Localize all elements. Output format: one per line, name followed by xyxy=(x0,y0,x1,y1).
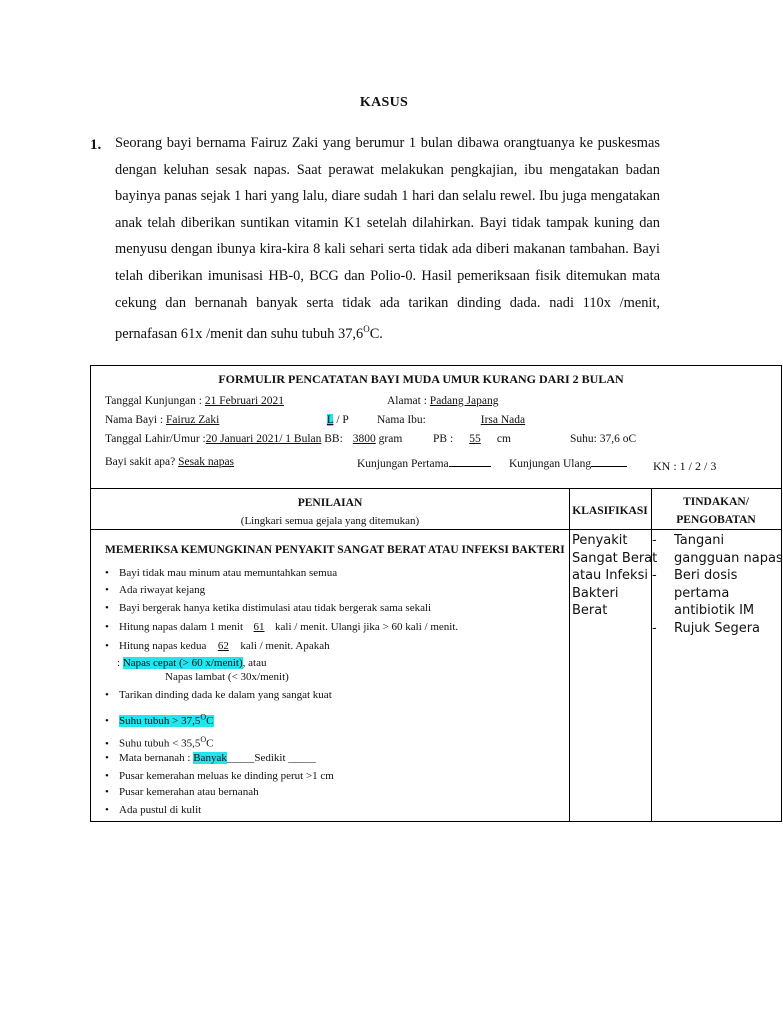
list-item-text: kali / menit. Apakah xyxy=(240,640,330,652)
pb-row xyxy=(433,433,511,445)
temp-low-unit: C xyxy=(206,737,214,750)
page-title: KASUS xyxy=(359,95,409,110)
bb-unit: gram xyxy=(378,433,403,445)
list-item xyxy=(105,752,316,764)
repeat-visit-label: Kunjungan Ulang xyxy=(509,458,592,470)
case-number: 1. xyxy=(90,137,102,153)
list-item xyxy=(105,770,334,782)
visit-date-value: 21 Februari 2021 xyxy=(204,395,285,407)
classification-line: Sangat Berat xyxy=(572,550,658,566)
sex-p: / P xyxy=(336,414,349,426)
breath-count-2: 62 xyxy=(217,640,229,652)
list-item-text: Hitung napas kedua xyxy=(119,640,207,652)
first-visit xyxy=(357,458,491,470)
treatment-item xyxy=(652,585,783,603)
breath-count-1: 61 xyxy=(253,621,265,633)
list-item-text: Ada pustul di kulit xyxy=(119,804,202,816)
baby-name-row xyxy=(105,414,349,426)
classification-line: Bakteri xyxy=(572,585,619,601)
pb-label: PB : xyxy=(433,433,454,445)
header-klasifikasi: KLASIFIKASI xyxy=(572,505,648,517)
header-pengobatan: PENGOBATAN xyxy=(676,514,756,526)
visit-date-label: Tanggal Kunjungan : xyxy=(105,395,202,407)
list-item-text: Pusar kemerahan meluas ke dinding perut >1 cm xyxy=(119,770,334,782)
list-item-text: Mata bernanah : xyxy=(119,752,191,764)
list-item-text: Suhu tubuh < 35,5 xyxy=(119,737,201,750)
fast-breath-row xyxy=(117,657,266,669)
treatment-item xyxy=(652,602,783,620)
visit-date-row xyxy=(105,395,309,407)
sick-value: Sesak napas xyxy=(178,456,235,468)
temperature: Suhu: 37,6 oC xyxy=(570,433,637,445)
dob-row xyxy=(105,433,402,445)
degree-sign: O xyxy=(200,735,207,744)
list-item-text: kali / menit. Ulangi jika > 60 kali / menit. xyxy=(275,621,459,633)
classification-line: Penyakit xyxy=(572,533,628,548)
list-item-text: _____Sedikit _____ xyxy=(226,752,316,764)
mother-row xyxy=(377,414,597,426)
fast-prefix: : xyxy=(117,657,121,669)
treatment-item xyxy=(652,620,783,638)
fast-suffix: , atau xyxy=(242,657,267,669)
treatment xyxy=(652,532,783,637)
sex-l-highlight: L xyxy=(326,414,334,426)
baby-name-label: Nama Bayi : xyxy=(105,414,164,426)
kn-label: KN : 1 / 2 / 3 xyxy=(653,459,717,473)
temp-high-unit: C xyxy=(206,714,214,727)
treatment-text: antibiotik IM xyxy=(674,603,755,618)
treatment-text: pertama xyxy=(674,585,730,601)
list-item xyxy=(105,567,337,579)
list-item xyxy=(105,689,332,701)
table-top-rule xyxy=(91,488,781,489)
treatment-dash: - xyxy=(652,568,657,583)
classification-line: Berat xyxy=(572,603,608,618)
treatment-item xyxy=(652,532,783,550)
dob-value: 20 Januari 2021/ 1 Bulan xyxy=(205,433,322,445)
dob-label: Tanggal Lahir/Umur : xyxy=(105,433,206,445)
list-item-text: Hitung napas dalam 1 menit xyxy=(119,621,244,633)
bb-value: 3800 xyxy=(352,433,376,445)
list-item xyxy=(105,640,330,652)
section-title: MEMERIKSA KEMUNGKINAN PENYAKIT SANGAT BERAT ATAU INFEKSI BAKTERI xyxy=(105,544,565,556)
treatment-dash: - xyxy=(652,533,657,548)
case-paragraph xyxy=(115,130,660,348)
sick-row xyxy=(105,456,352,468)
treatment-text: Rujuk Segera xyxy=(674,620,761,636)
treatment-item xyxy=(652,550,783,568)
classification xyxy=(572,532,657,620)
treatment-text: Beri dosis xyxy=(674,568,738,583)
pus-highlight: Banyak xyxy=(193,752,227,764)
list-item xyxy=(105,712,214,727)
list-item xyxy=(105,584,205,596)
treatment-item xyxy=(652,567,783,585)
address-row xyxy=(387,395,695,407)
column-divider-1 xyxy=(569,488,570,821)
header-penilaian: PENILAIAN xyxy=(297,497,363,509)
bb-label: BB: xyxy=(324,433,343,445)
pb-value: 55 xyxy=(469,433,481,445)
list-item-text: Bayi bergerak hanya ketika distimulasi atau tidak bergerak sama sekali xyxy=(119,602,432,614)
fast-breath-highlight: Napas cepat (> 60 x/menit) xyxy=(122,657,243,669)
case-text: Seorang bayi bernama Fairuz Zaki yang berumur 1 bulan dibawa orangtuanya ke puskesmas dengan keluhan sesak napas. Saat perawat melakukan pengkajian, ibu mengatakan badan bayinya panas sejak 1 hari yang lalu, diare sudah 1 hari dan selalu rewel. Ibu juga mengatakan anak telah diberikan suntikan vitamin K1 setelah dilahirkan. Bayi tidak tampak kuning dan menyusu dengan ibunya kira-kira 8 kali sehari serta tidak ada diberi makanan tambahan. Bayi telah diberikan imunisasi HB-0, BCG dan Polio-0. Hasil pemeriksaan fisik ditemukan mata cekung dan bernanah banyak serta tidak ada tarikan dinding dada. nadi 110x /menit, pernafasan 61x /menit dan suhu tubuh 37,6 xyxy=(115,135,660,342)
mother-value: Irsa Nada xyxy=(480,414,526,426)
list-item-text: Ada riwayat kejang xyxy=(119,584,206,596)
list-item xyxy=(105,804,201,816)
sick-label: Bayi sakit apa? xyxy=(105,456,176,468)
table-header-rule xyxy=(91,529,781,530)
form-table xyxy=(90,365,782,822)
repeat-visit xyxy=(509,458,627,470)
temp-high-highlight xyxy=(119,712,214,727)
list-item xyxy=(105,621,458,633)
mother-label: Nama Ibu: xyxy=(377,414,426,426)
list-item xyxy=(105,602,431,614)
form-title: FORMULIR PENCATATAN BAYI MUDA UMUR KURANG DARI 2 BULAN xyxy=(218,372,624,386)
first-visit-label: Kunjungan Pertama xyxy=(357,458,449,470)
list-item-text: Pusar kemerahan atau bernanah xyxy=(119,786,259,798)
degree-sign: O xyxy=(363,324,370,335)
address-label: Alamat : xyxy=(387,395,427,407)
temp-high-text: Suhu tubuh > 37,5 xyxy=(119,714,201,727)
classification-line: atau Infeksi xyxy=(572,568,648,583)
repeat-visit-blank xyxy=(591,466,627,467)
list-item xyxy=(105,735,214,750)
list-item xyxy=(105,786,259,798)
address-value: Padang Japang xyxy=(429,395,499,407)
slow-breath: Napas lambat (< 30x/menit) xyxy=(165,671,289,683)
baby-name-value: Fairuz Zaki xyxy=(166,414,220,426)
header-penilaian-sub: (Lingkari semua gejala yang ditemukan) xyxy=(240,515,420,527)
case-text-end: C. xyxy=(369,325,383,342)
treatment-text: gangguan napas xyxy=(674,550,783,566)
treatment-text: Tangani xyxy=(674,533,725,548)
list-item-text: Bayi tidak mau minum atau memuntahkan semua xyxy=(119,567,338,579)
header-tindakan: TINDAKAN/ xyxy=(683,496,749,508)
pb-unit: cm xyxy=(496,433,511,445)
first-visit-blank xyxy=(449,466,491,467)
degree-sign: O xyxy=(200,712,207,721)
list-item-text: Tarikan dinding dada ke dalam yang sangat kuat xyxy=(119,689,332,701)
treatment-dash: - xyxy=(652,620,657,636)
